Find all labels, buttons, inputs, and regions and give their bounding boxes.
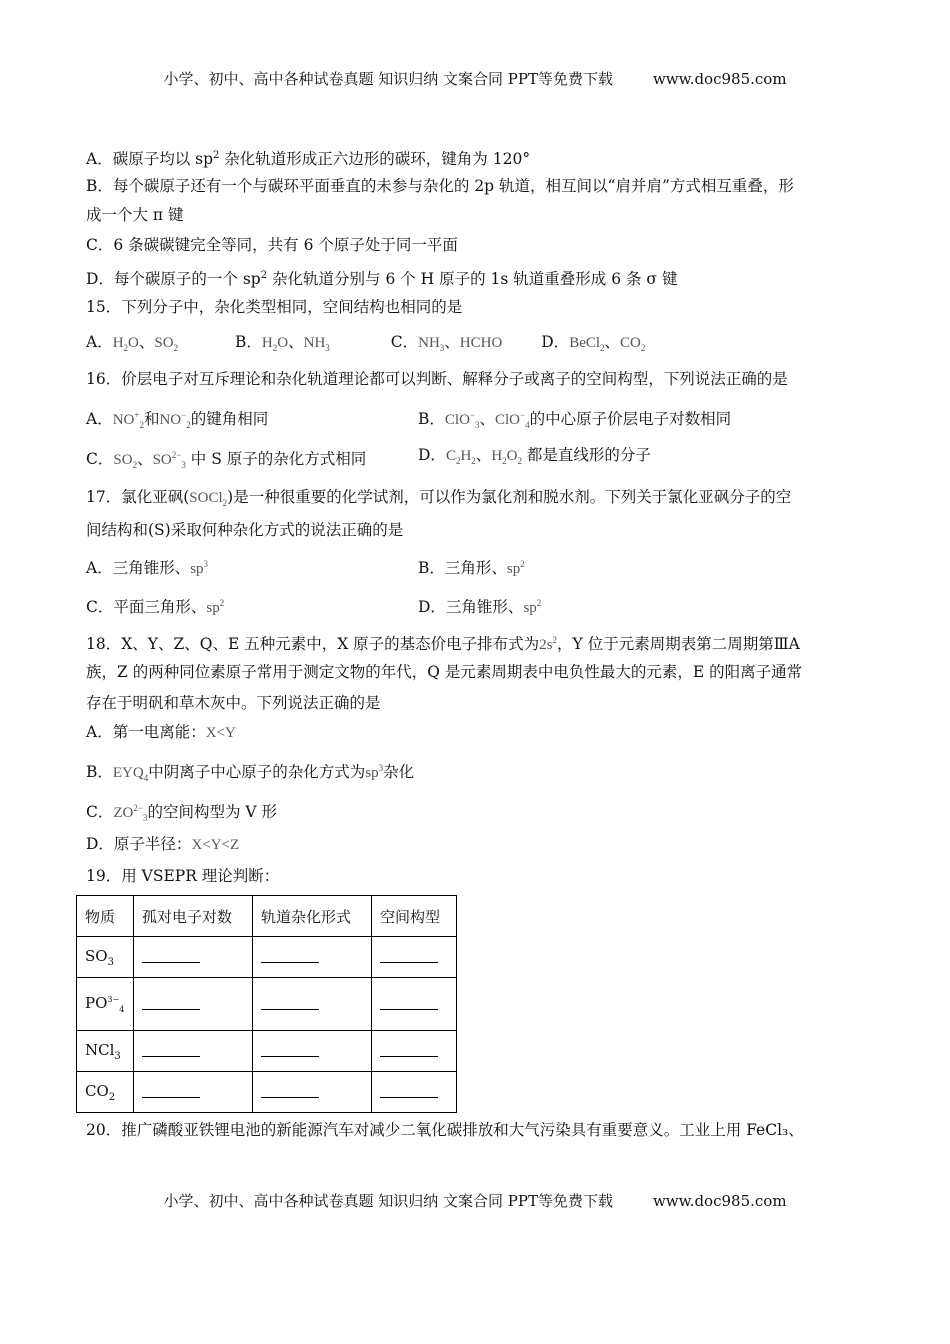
q18-stem-line1: 18．X、Y、Z、Q、E 五种元素中，X 原子的基态价电子排布式为$2s^2$，Y 位于元素周期表第二周期第ⅢA xyxy=(86,635,800,653)
substance-cell: NCl$_3$ xyxy=(77,1031,134,1072)
answer-blank[interactable] xyxy=(372,978,457,1031)
q19-stem: 19．用 VSEPR 理论判断： xyxy=(86,867,280,885)
answer-blank[interactable] xyxy=(134,1072,253,1113)
q16-option-d: D．$C_2H_2$、$H_2O_2$ 都是直线形的分子 xyxy=(418,446,651,466)
q16-option-b: B．ClO−$_3$、ClO−$_4$的中心原子价层电子对数相同 xyxy=(418,410,732,430)
q17-stem-line2: 间结构和(S)采取何种杂化方式的说法正确的是 xyxy=(86,521,404,539)
q16-stem: 16．价层电子对互斥理论和杂化轨道理论都可以判断、解释分子或离子的空间构型，下列说法正确的是 xyxy=(86,370,788,388)
page-header xyxy=(0,68,950,89)
q18-stem-line3: 存在于明矾和草木灰中。下列说法正确的是 xyxy=(86,694,381,712)
table-row xyxy=(77,1031,457,1072)
table-header-row xyxy=(77,896,457,937)
q14-option-a: A．碳原子均以 $sp^2$ 杂化轨道形成正六边形的碳环，键角为 120° xyxy=(86,150,531,169)
q17-option-b: B．三角形、$sp^2$ xyxy=(418,559,525,577)
answer-blank[interactable] xyxy=(372,1072,457,1113)
page-footer xyxy=(0,1190,950,1211)
answer-blank[interactable] xyxy=(253,978,372,1031)
table-row xyxy=(77,937,457,978)
answer-blank[interactable] xyxy=(134,1031,253,1072)
answer-blank[interactable] xyxy=(372,1031,457,1072)
q16-option-a: A．$NO^+_2$和$NO^-_2$的键角相同 xyxy=(86,410,269,430)
q18-stem-line2: 族，Z 的两种同位素原子常用于测定文物的年代，Q 是元素周期表中电负性最大的元素，E 的阳离子通常 xyxy=(86,663,803,681)
header-site: www.doc985.com xyxy=(652,70,787,88)
q17-option-c: C．平面三角形、$sp^2$ xyxy=(86,598,225,616)
footer-text: 小学、初中、高中各种试卷真题 知识归纳 文案合同 PPT等免费下载 xyxy=(163,1192,613,1210)
table-row xyxy=(77,978,457,1031)
header-cell: 孤对电子对数 xyxy=(134,896,253,937)
q20-stem: 20．推广磷酸亚铁锂电池的新能源汽车对减少二氧化碳排放和大气污染具有重要意义。工业上用 FeCl₃、 xyxy=(86,1121,804,1139)
footer-site: www.doc985.com xyxy=(652,1192,787,1210)
q17-stem-line1: 17．氯化亚砜(SOCl$_2$)是一种很重要的化学试剂，可以作为氯化剂和脱水剂。下列关于氯化亚砜分子的空 xyxy=(86,488,792,508)
q18-option-b: B．$EYQ_4$中阴离子中心原子的杂化方式为$sp^3$杂化 xyxy=(86,763,415,783)
q17-option-a: A．三角锥形、$sp^3$ xyxy=(86,559,209,577)
q18-option-c: C．$ZO^{2-}_3$的空间构型为 V 形 xyxy=(86,803,278,823)
header-cell: 空间构型 xyxy=(372,896,457,937)
header-text: 小学、初中、高中各种试卷真题 知识归纳 文案合同 PPT等免费下载 xyxy=(163,70,613,88)
q15-options: A．$H_2O$、$SO_2$ B．$H_2O$、$NH_3$ C．$NH_3$、HCHO D．BeCl$_2$、$CO_2$ xyxy=(86,333,646,353)
answer-blank[interactable] xyxy=(134,978,253,1031)
answer-blank[interactable] xyxy=(253,1031,372,1072)
header-cell: 轨道杂化形式 xyxy=(253,896,372,937)
answer-blank[interactable] xyxy=(253,1072,372,1113)
q18-option-a: A．第一电离能：X<Y xyxy=(86,723,236,741)
q14-option-c: C．6 条碳碳键完全等同，共有 6 个原子处于同一平面 xyxy=(86,236,458,254)
q15-stem: 15．下列分子中，杂化类型相同，空间结构也相同的是 xyxy=(86,298,463,316)
answer-blank[interactable] xyxy=(134,937,253,978)
vsepr-table xyxy=(76,895,457,1113)
q17-option-d: D．三角锥形、$sp^2$ xyxy=(418,598,542,616)
q14-option-b-line2: 成一个大 π 键 xyxy=(86,206,184,224)
header-cell: 物质 xyxy=(77,896,134,937)
answer-blank[interactable] xyxy=(372,937,457,978)
q16-option-c: C．$SO_2$、$SO^{2-}_3$ 中 S 原子的杂化方式相同 xyxy=(86,450,367,470)
substance-cell: $SO_3$ xyxy=(77,937,134,978)
q14-option-b-line1: B．每个碳原子还有一个与碳环平面垂直的未参与杂化的 2p 轨道，相互间以“肩并肩”方式相互重叠，形 xyxy=(86,177,794,195)
q18-option-d: D．原子半径：X<Y<Z xyxy=(86,835,240,853)
substance-cell: $CO_2$ xyxy=(77,1072,134,1113)
table-row xyxy=(77,1072,457,1113)
q14-option-d: D．每个碳原子的一个 $sp^2$ 杂化轨道分别与 6 个 H 原子的 1s 轨道重叠形成 6 条 σ 键 xyxy=(86,270,678,289)
answer-blank[interactable] xyxy=(253,937,372,978)
substance-cell: $PO^{3-}_4$ xyxy=(77,978,134,1031)
